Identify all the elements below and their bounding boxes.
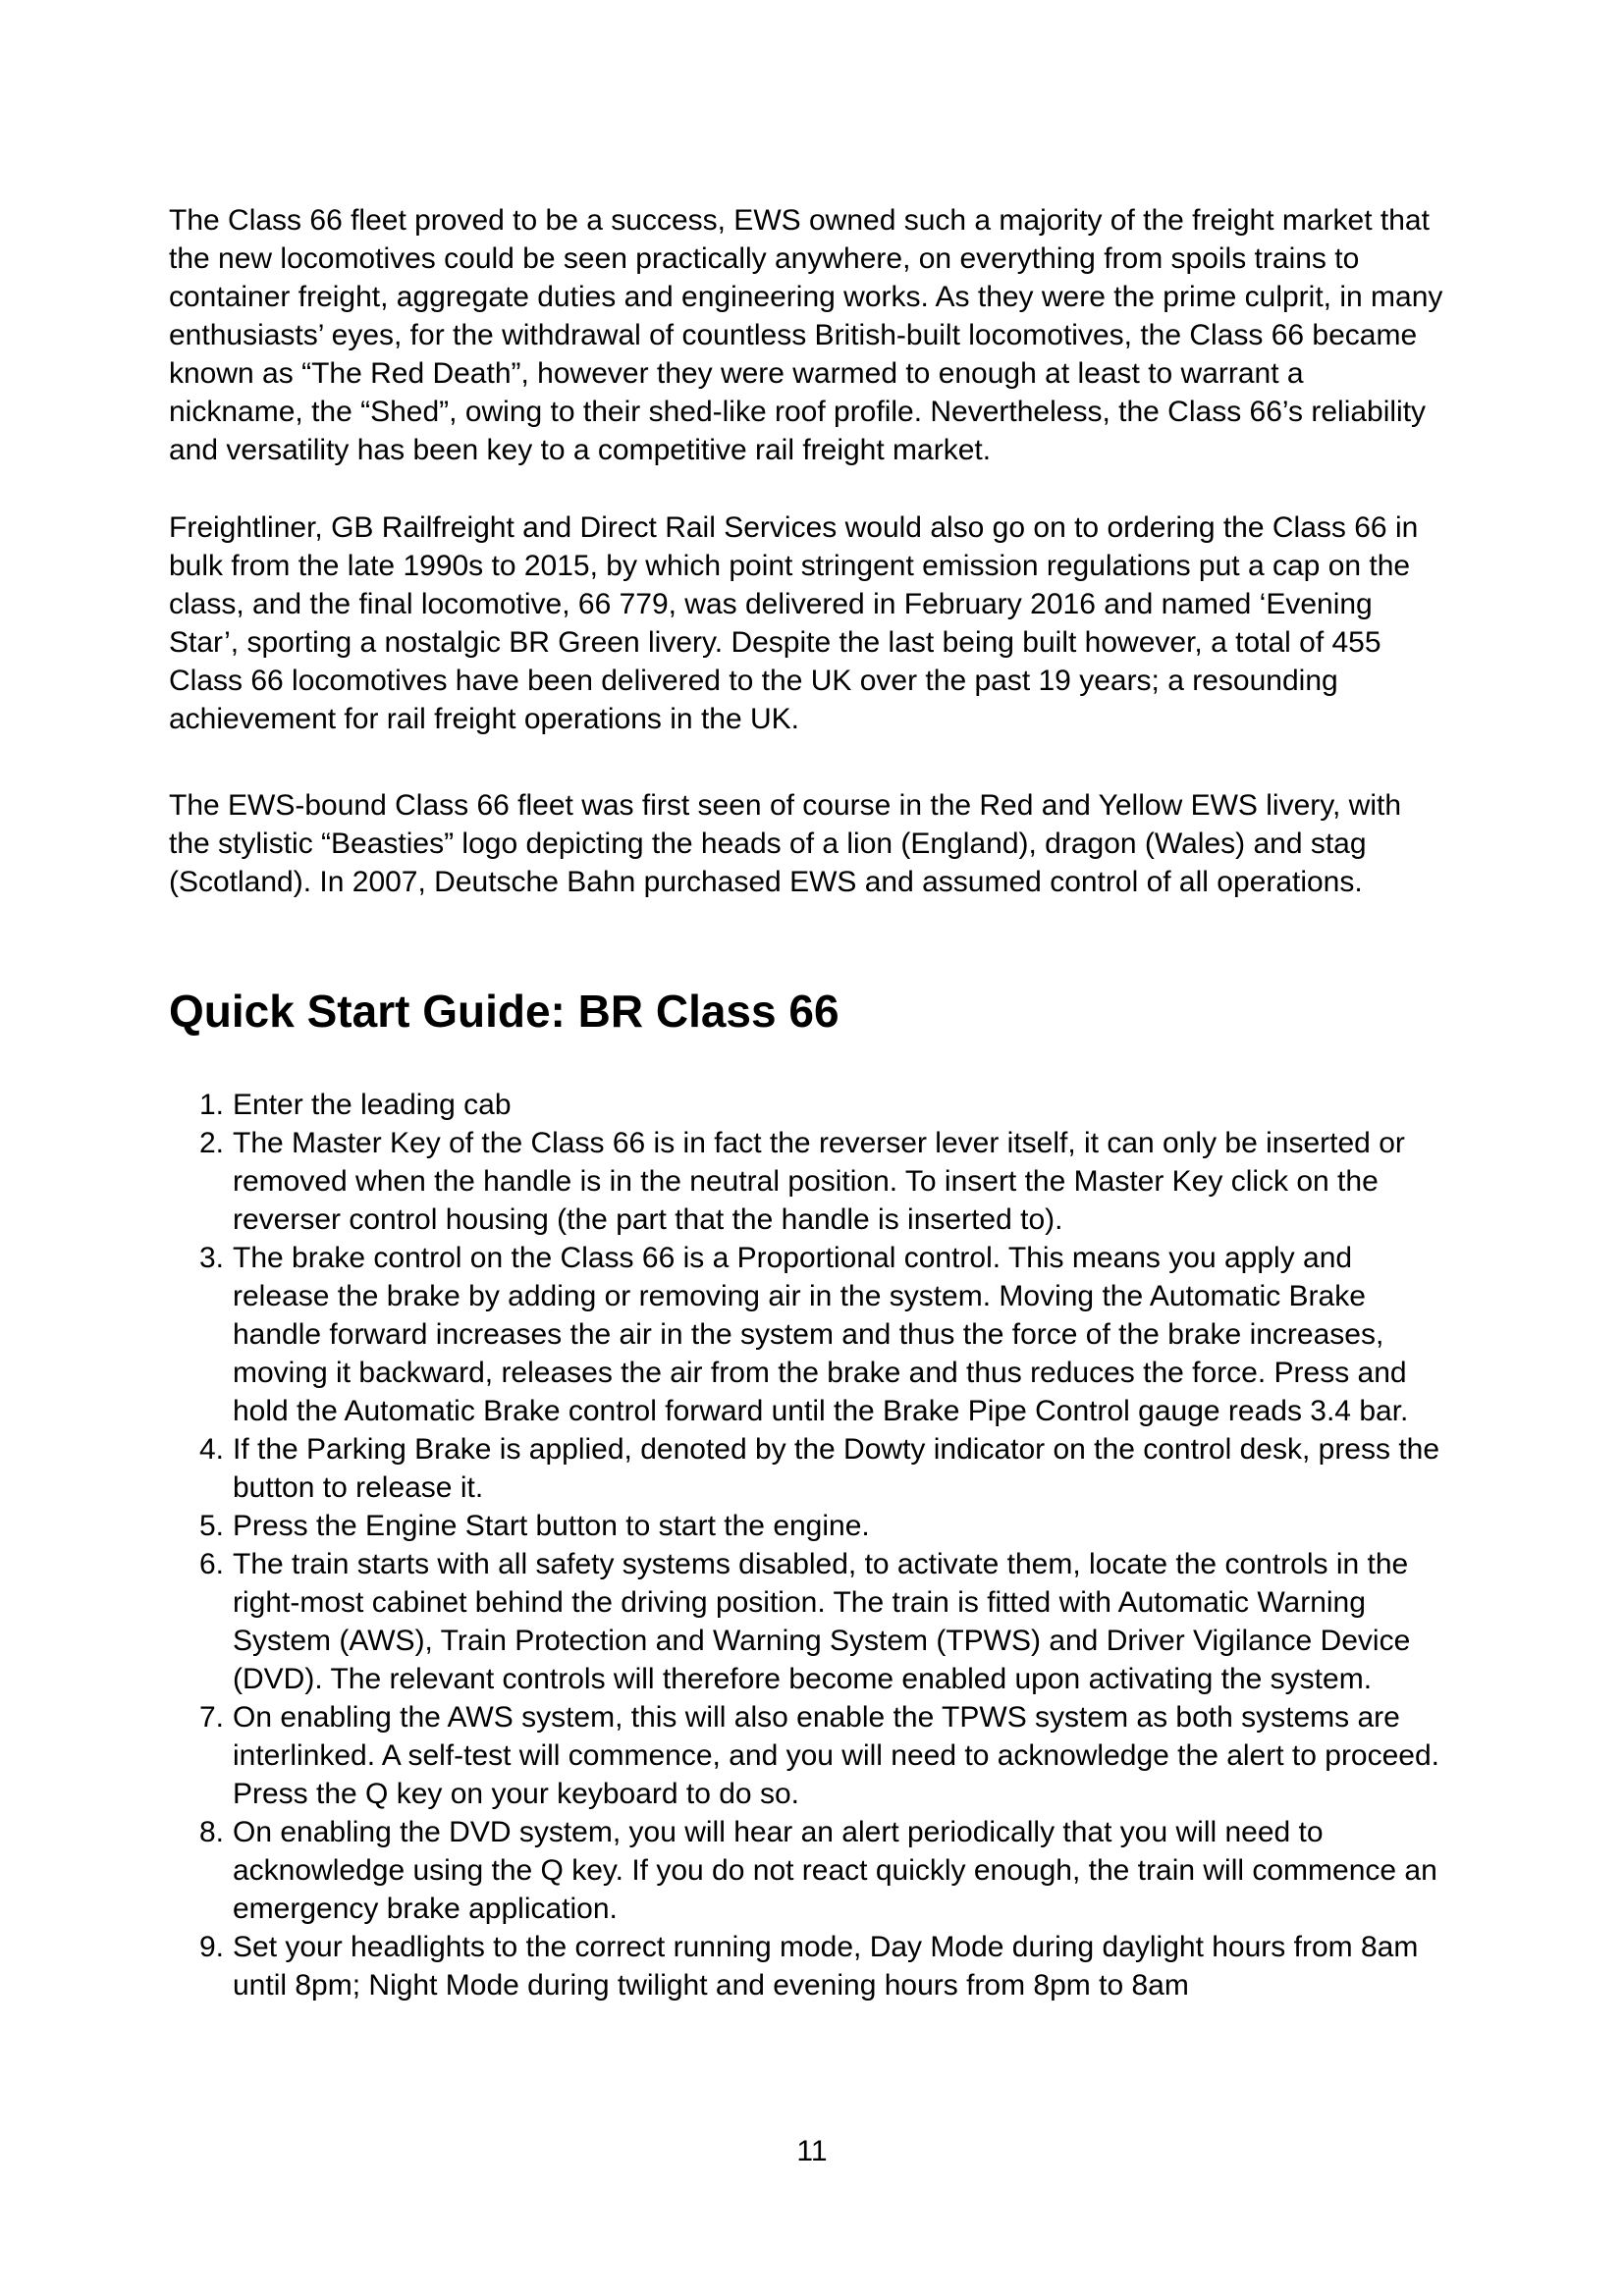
step-item-7 [169, 1698, 1445, 1813]
step-number: 2. [199, 1127, 225, 1159]
step-text: On enabling the AWS system, this will also enable the TPWS system as both systems are interlinked. A self-test will commence, and you will need to acknowledge the alert to proceed. Press the Q key on your keyboard to do so. [233, 1701, 1440, 1810]
step-text: Enter the leading cab [233, 1089, 512, 1121]
paragraph-ews-livery: The EWS-bound Class 66 fleet was first seen of course in the Red and Yellow EWS livery, with the stylistic “Beasties” logo depicting the heads of a lion (England), dragon (Wales) and stag (Scotland). In 2007, Deutsche Bahn purchased EWS and assumed control of all operations. [169, 789, 1402, 898]
paragraph-class66-fleet-success: The Class 66 fleet proved to be a success, EWS owned such a majority of the freight market that the new locomotives could be seen practically anywhere, on everything from spoils trains to container freight, aggregate duties and engineering works. As they were the prime culprit, in many enthusiasts’ eyes, for the withdrawal of countless British-built locomotives, the Class 66 became known as “The Red Death”, however they were warmed to enough at least to warrant a nickname, the “Shed”, owing to their shed-like roof profile. Nevertheless, the Class 66’s reliability and versatility has been key to a competitive rail freight market. [169, 204, 1443, 466]
step-number: 6. [199, 1548, 225, 1580]
step-item-4 [169, 1430, 1445, 1507]
paragraph-freightliner-orders: Freightliner, GB Railfreight and Direct Rail Services would also go on to ordering the Class 66 in bulk from the late 1990s to 2015, by which point stringent emission regulations put a cap on the class, and the final locomotive, 66 779, was delivered in February 2016 and named ‘Evening Star’, sporting a nostalgic BR Green livery. Despite the last being built however, a total of 455 Class 66 locomotives have been delivered to the UK over the past 19 years; a resounding achievement for rail freight operations in the UK. [169, 511, 1419, 735]
step-number: 7. [199, 1701, 225, 1734]
page-number: 11 [796, 2135, 828, 2167]
step-text: If the Parking Brake is applied, denoted by the Dowty indicator on the control desk, press the button to release it. [233, 1433, 1440, 1504]
step-text: The brake control on the Class 66 is a Proportional control. This means you apply and release the brake by adding or removing air in the system. Moving the Automatic Brake handle forward increases the air in the system and thus the force of the brake increases, moving it backward, releases the air from the brake and thus reduces the force. Press and hold the Automatic Brake control forward until the Brake Pipe Control gauge reads 3.4 bar. [233, 1242, 1409, 1427]
step-text: On enabling the DVD system, you will hear an alert periodically that you will need to acknowledge using the Q key. If you do not react quickly enough, the train will commence an emergency brake application. [233, 1816, 1437, 1925]
section-heading-quick-start-guide: Quick Start Guide: BR Class 66 [169, 986, 839, 1037]
step-text: The Master Key of the Class 66 is in fact the reverser lever itself, it can only be inserted or removed when the handle is in the neutral position. To insert the Master Key click on the reverser control housing (the part that the handle is inserted to). [233, 1127, 1405, 1236]
step-item-1 [169, 1086, 1445, 1124]
step-item-9 [169, 1928, 1445, 2004]
step-item-8 [169, 1813, 1445, 1928]
step-number: 3. [199, 1242, 225, 1274]
quick-start-steps-list [169, 1086, 1445, 2004]
step-number: 9. [199, 1931, 225, 1963]
step-item-5 [169, 1507, 1445, 1545]
step-item-3 [169, 1239, 1445, 1430]
step-text: The train starts with all safety systems disabled, to activate them, locate the controls in the right-most cabinet behind the driving position. The train is fitted with Automatic Warning System (AWS), Train Protection and Warning System (TPWS) and Driver Vigilance Device (DVD). The relevant controls will therefore become enabled upon activating the system. [233, 1548, 1411, 1695]
step-number: 4. [199, 1433, 225, 1466]
step-number: 1. [199, 1089, 225, 1121]
step-item-2 [169, 1124, 1445, 1239]
step-text: Set your headlights to the correct running mode, Day Mode during daylight hours from 8am until 8pm; Night Mode during twilight and evening hours from 8pm to 8am [233, 1931, 1419, 2002]
step-number: 8. [199, 1816, 225, 1848]
step-item-6 [169, 1545, 1445, 1698]
step-text: Press the Engine Start button to start the engine. [233, 1510, 870, 1542]
step-number: 5. [199, 1510, 225, 1542]
